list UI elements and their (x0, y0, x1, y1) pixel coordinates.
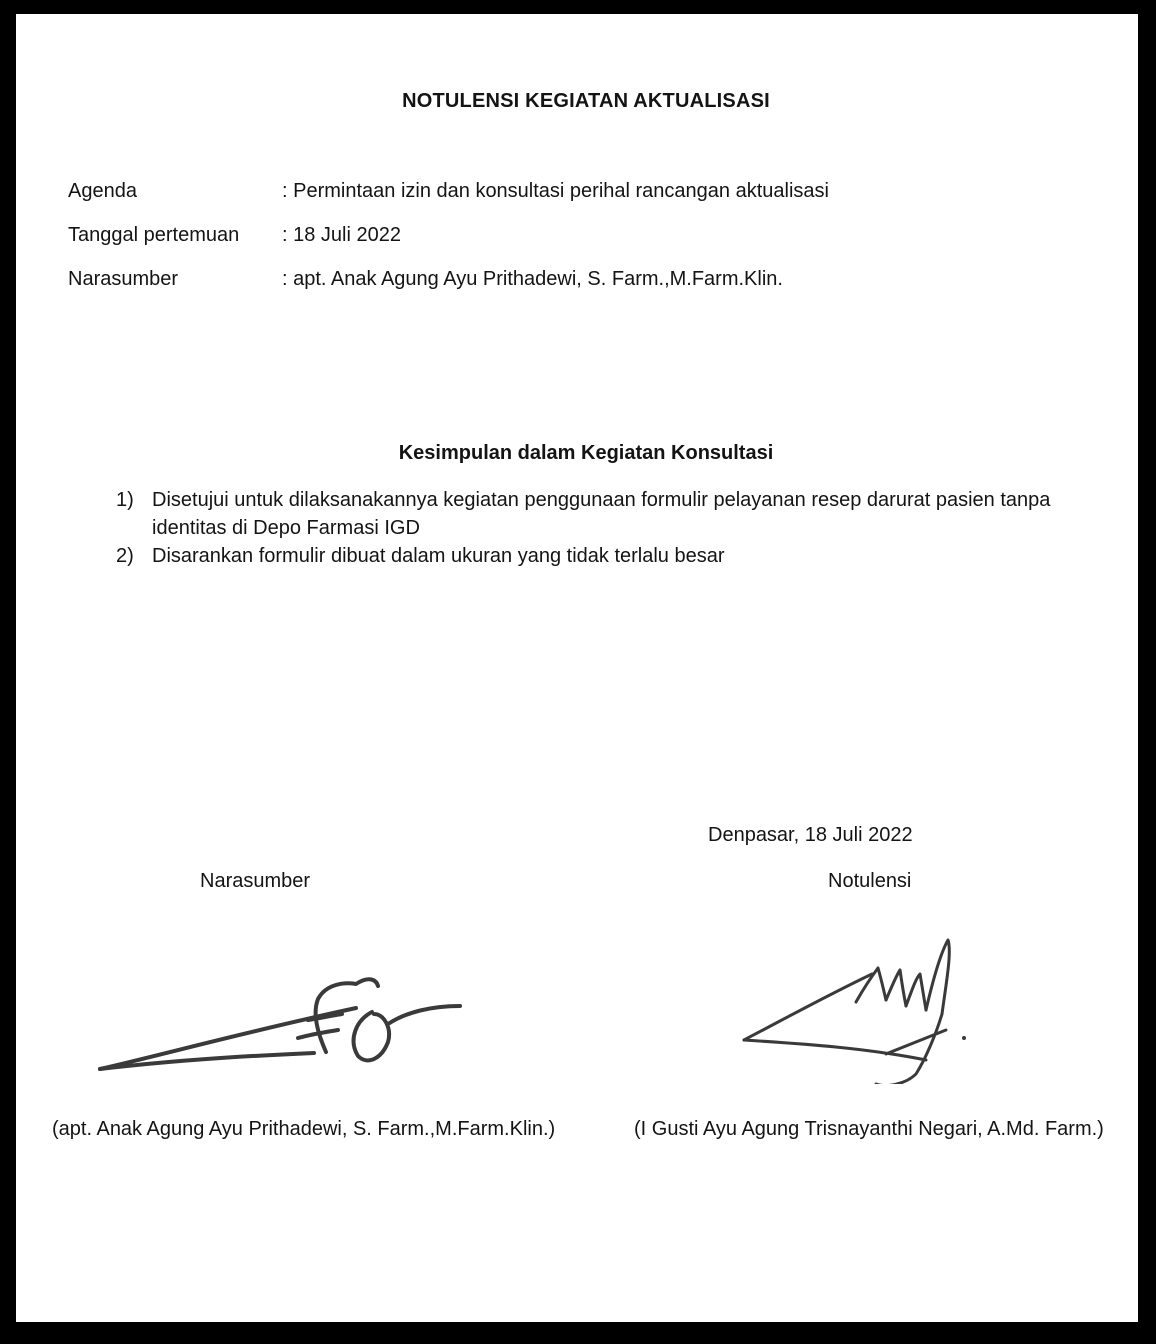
meta-label-speaker: Narasumber (68, 268, 179, 290)
meta-label-date: Tanggal pertemuan (68, 224, 240, 246)
conclusion-list (116, 486, 1076, 570)
meta-row-agenda (68, 178, 829, 204)
place-date: Denpasar, 18 Juli 2022 (708, 824, 913, 846)
conclusion-number: 1) (116, 489, 134, 511)
conclusion-number: 2) (116, 545, 134, 567)
document-title: NOTULENSI KEGIATAN AKTUALISASI (402, 90, 770, 112)
conclusion-item (116, 486, 1076, 542)
signature-left-image (86, 954, 466, 1104)
conclusion-item (116, 542, 1076, 570)
signature-right-image (736, 934, 976, 1084)
conclusion-title: Kesimpulan dalam Kegiatan Konsultasi (398, 442, 774, 464)
meta-label-agenda: Agenda (68, 180, 137, 202)
meta-value-speaker: : apt. Anak Agung Ayu Prithadewi, S. Farm.,M.Farm.Klin. (282, 268, 783, 290)
signer-name-right: (I Gusti Ayu Agung Trisnayanthi Negari, A.Md. Farm.) (634, 1118, 1104, 1140)
meta-value-date: : 18 Juli 2022 (282, 224, 401, 246)
conclusion-text: Disetujui untuk dilaksanakannya kegiatan penggunaan formulir pelayanan resep darurat pasien tanpa identitas di Depo Farmasi IGD (152, 489, 1051, 539)
document-page (16, 14, 1138, 1322)
signer-name-left: (apt. Anak Agung Ayu Prithadewi, S. Farm.,M.Farm.Klin.) (52, 1118, 556, 1140)
conclusion-text: Disarankan formulir dibuat dalam ukuran yang tidak terlalu besar (152, 545, 725, 567)
signature-role-left: Narasumber (200, 870, 311, 892)
signature-role-right: Notulensi (828, 870, 912, 892)
meta-row-date (68, 222, 401, 248)
meta-value-agenda: : Permintaan izin dan konsultasi perihal rancangan aktualisasi (282, 180, 829, 202)
meta-row-speaker (68, 266, 783, 292)
